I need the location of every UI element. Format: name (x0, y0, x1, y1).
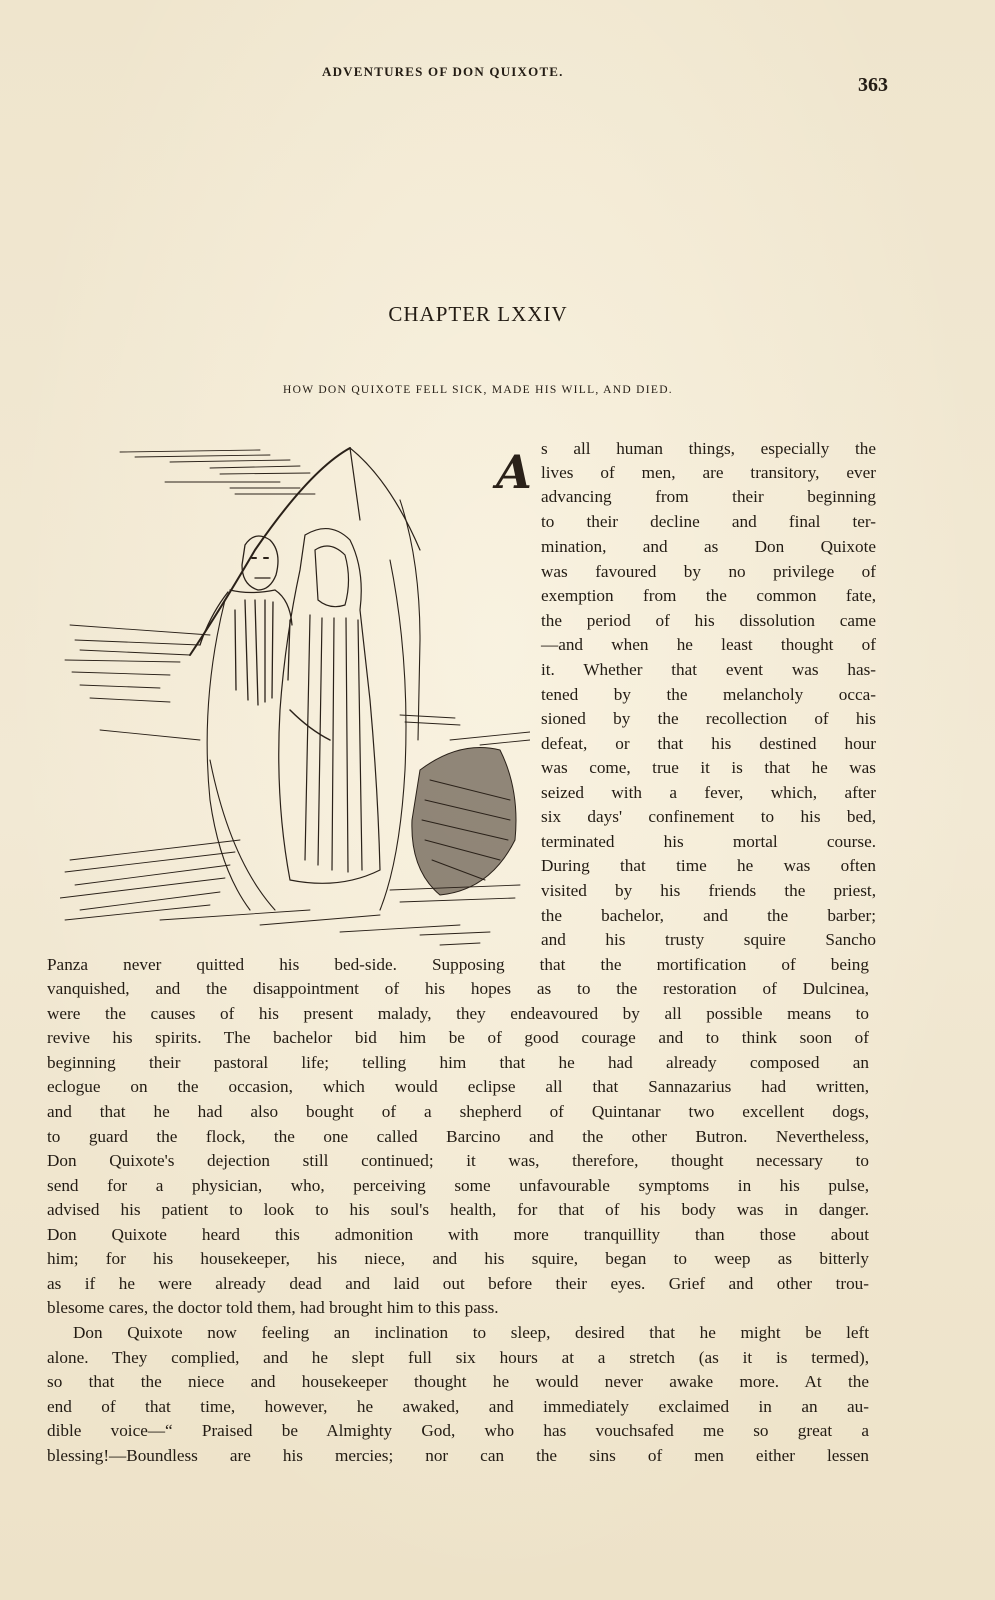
text-line: to guard the flock, the one called Barcino and the other Butron. Nevertheless, (47, 1127, 869, 1146)
text-line: seized with a fever, which, after (541, 783, 876, 802)
text-line: Don Quixote's dejection still continued; it was, therefore, thought necessary to (47, 1151, 869, 1170)
text-line: six days' confinement to his bed, (541, 807, 876, 826)
text-line: Don Quixote heard this admonition with more tranquillity than those about (47, 1225, 869, 1244)
text-line: lives of men, are transitory, ever (541, 463, 876, 482)
running-head: ADVENTURES OF DON QUIXOTE. (322, 64, 564, 79)
text-line: beginning their pastoral life; telling him that he had already composed an (47, 1053, 869, 1072)
text-line: to their decline and final ter- (541, 512, 876, 531)
text-line: advancing from their beginning (541, 487, 876, 506)
drop-cap: A (496, 445, 532, 499)
text-line: blesome cares, the doctor told them, had brought him to this pass. (47, 1298, 499, 1317)
text-line: and that he had also bought of a shepherd of Quintanar two excellent dogs, (47, 1102, 869, 1121)
text-line: Don Quixote now feeling an inclination to sleep, desired that he might be left (73, 1323, 869, 1342)
chapter-title: CHAPTER LXXIV (388, 302, 568, 326)
text-line: —and when he least thought of (541, 635, 876, 654)
text-line: was favoured by no privilege of (541, 562, 876, 581)
text-line: so that the niece and housekeeper thought he would never awake more. At the (47, 1372, 869, 1391)
text-line: s all human things, especially the (541, 439, 876, 458)
text-line: and his trusty squire Sancho (541, 930, 876, 949)
text-line: sioned by the recollection of his (541, 709, 876, 728)
text-line: Panza never quitted his bed-side. Supposing that the mortification of being (47, 955, 869, 974)
text-line: the bachelor, and the barber; (541, 906, 876, 925)
text-line: were the causes of his present malady, they endeavoured by all possible means to (47, 1004, 869, 1023)
text-line: him; for his housekeeper, his niece, and his squire, began to weep as bitterly (47, 1249, 869, 1268)
text-line: terminated his mortal course. (541, 832, 876, 851)
text-line: the period of his dissolution came (541, 611, 876, 630)
chapter-subtitle: HOW DON QUIXOTE FELL SICK, MADE HIS WILL, AND DIED. (283, 384, 673, 396)
text-line: end of that time, however, he awaked, and immediately exclaimed in an au- (47, 1397, 869, 1416)
text-line: visited by his friends the priest, (541, 881, 876, 900)
page-number: 363 (858, 74, 888, 96)
text-line: alone. They complied, and he slept full six hours at a stretch (as it is termed), (47, 1348, 869, 1367)
text-line: During that time he was often (541, 856, 876, 875)
text-line: advised his patient to look to his soul's health, for that of his body was in danger. (47, 1200, 869, 1219)
text-line: as if he were already dead and laid out before their eyes. Grief and other trou- (47, 1274, 869, 1293)
text-line: revive his spirits. The bachelor bid him be of good courage and to think soon of (47, 1028, 869, 1047)
text-line: tened by the melancholy occa- (541, 685, 876, 704)
text-line: vanquished, and the disappointment of his hopes as to the restoration of Dulcinea, (47, 979, 869, 998)
text-line: was come, true it is that he was (541, 758, 876, 777)
text-line: eclogue on the occasion, which would eclipse all that Sannazarius had written, (47, 1077, 869, 1096)
text-line: dible voice—“ Praised be Almighty God, who has vouchsafed me so great a (47, 1421, 869, 1440)
text-line: mination, and as Don Quixote (541, 537, 876, 556)
text-line: send for a physician, who, perceiving some unfavourable symptoms in his pulse, (47, 1176, 869, 1195)
text-line: blessing!—Boundless are his mercies; nor can the sins of men either lessen (47, 1446, 869, 1465)
death-figure-illustration-icon (60, 440, 530, 960)
text-line: it. Whether that event was has- (541, 660, 876, 679)
text-line: defeat, or that his destined hour (541, 734, 876, 753)
text-line: exemption from the common fate, (541, 586, 876, 605)
